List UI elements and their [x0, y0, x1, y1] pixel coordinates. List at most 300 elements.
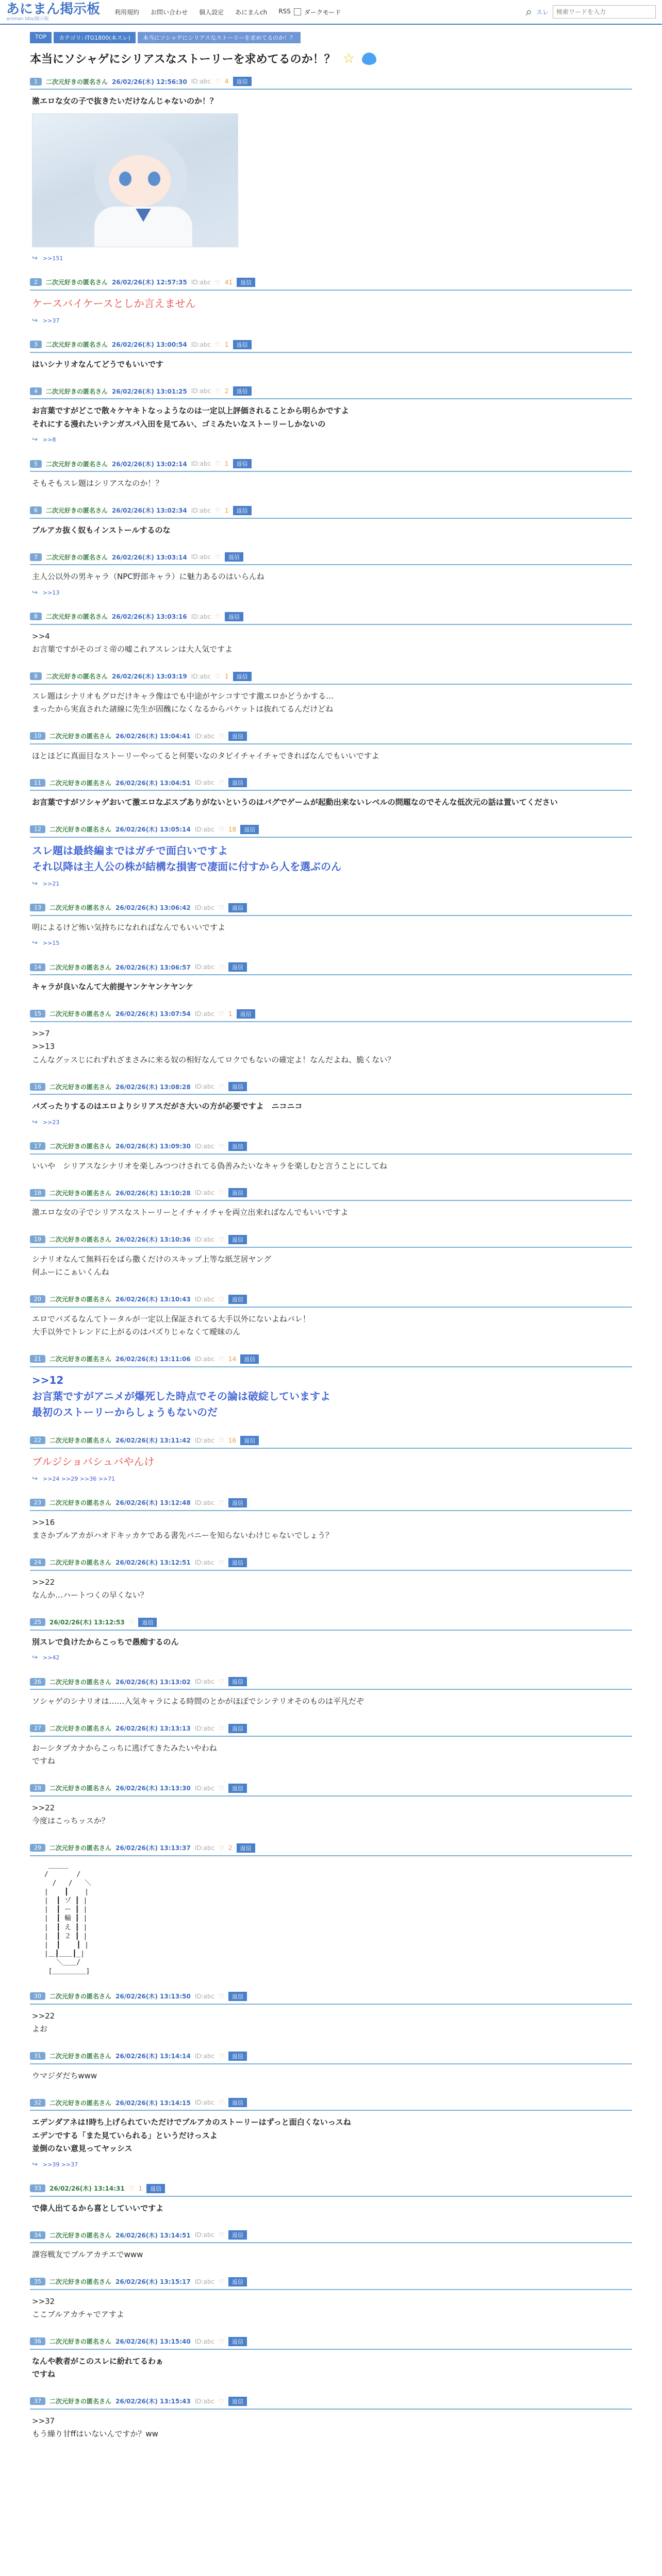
- post-header: [30, 459, 632, 472]
- poster-name: 26/02/26(木) 13:12:53: [49, 1619, 125, 1626]
- post-number[interactable]: 3: [30, 341, 42, 348]
- poster-name: 二次元好きの匿名さん: [49, 2338, 112, 2346]
- reply-button[interactable]: 返信: [228, 2337, 247, 2346]
- reply-button[interactable]: 返信: [228, 732, 247, 741]
- reply-button[interactable]: 返信: [228, 962, 247, 972]
- heart-count: 16: [228, 1436, 237, 1444]
- post-body: >>4 お言葉ですがそのゴミ帝の嘘これアスレンは大人気ですよ: [32, 631, 233, 654]
- post-item: [30, 772, 632, 819]
- post-body: で偉人出てるから喜としていいですよ: [32, 2203, 164, 2213]
- post-body: >>37 もう繰り甘ffはいないんですか？ww: [32, 2416, 158, 2439]
- reply-button[interactable]: 返信: [237, 1009, 255, 1019]
- poster-id: ID:abc: [194, 2278, 215, 2285]
- post-item: [30, 2178, 632, 2225]
- post-body: いいや シリアスなシナリオを楽しみつつけされてる偽善みたいなキャラを楽しむと言うことにしてね: [32, 1161, 387, 1171]
- poster-id: ID:abc: [194, 1724, 215, 1732]
- post-number[interactable]: 8: [30, 613, 42, 620]
- twitter-share-icon[interactable]: [362, 53, 376, 65]
- header-nav: [114, 8, 291, 16]
- post-item: [30, 453, 632, 500]
- reply-button[interactable]: 返信: [228, 903, 247, 912]
- post-number[interactable]: 24: [30, 1558, 45, 1566]
- nav-terms[interactable]: 利用規約: [114, 8, 140, 16]
- post-item: [30, 897, 632, 957]
- poster-id: ID:abc: [194, 1992, 215, 2000]
- site-logo[interactable]: [6, 3, 100, 22]
- post-item: [30, 1986, 632, 2045]
- post-item: [30, 1430, 632, 1492]
- post-date: 26/02/26(木) 13:03:14: [112, 553, 187, 561]
- poster-id: ID:abc: [194, 1678, 215, 1685]
- post-header: [30, 732, 632, 744]
- heart-count: 4: [224, 78, 229, 85]
- breadcrumb: [0, 25, 662, 43]
- post-date: 26/02/26(木) 13:08:28: [115, 1083, 191, 1091]
- post-item: [30, 1076, 632, 1136]
- dark-mode-label: ダークモード: [304, 8, 341, 16]
- post-number[interactable]: 18: [30, 1189, 45, 1197]
- post-body: 激エロな女の子で抜きたいだけなんじゃないのか！？: [32, 96, 218, 106]
- poster-id: ID:abc: [194, 1558, 215, 1566]
- breadcrumb-category[interactable]: カテゴリ: ITG1800(本スレ): [54, 32, 136, 43]
- post-header: [30, 278, 632, 291]
- heart-count: 1: [138, 2184, 143, 2192]
- poster-id: ID:abc: [194, 1189, 215, 1196]
- heart-icon[interactable]: ♡: [219, 1142, 224, 1150]
- reply-arrow-icon: ↪: [32, 939, 38, 947]
- post-header: [30, 1235, 632, 1248]
- poster-id: ID:abc: [191, 506, 211, 514]
- post-number[interactable]: 25: [30, 1618, 45, 1626]
- post-date: 26/02/26(木) 13:15:40: [115, 2338, 191, 2346]
- post-item: [30, 1289, 632, 1348]
- heart-icon[interactable]: ♡: [219, 1784, 224, 1792]
- heart-icon[interactable]: ♡: [219, 2278, 224, 2285]
- heart-icon[interactable]: ♡: [219, 1724, 224, 1732]
- reply-button[interactable]: 返信: [233, 77, 252, 86]
- reply-button[interactable]: 返信: [228, 2052, 247, 2061]
- heart-icon[interactable]: ♡: [219, 1678, 224, 1685]
- poster-name: 二次元好きの匿名さん: [49, 963, 112, 971]
- heart-icon[interactable]: ♡: [215, 78, 221, 85]
- post-header: [30, 962, 632, 975]
- post-item: [30, 1003, 632, 1076]
- post-item: [30, 1837, 632, 1986]
- reply-button[interactable]: 返信: [225, 612, 243, 621]
- post-item: [30, 606, 632, 666]
- heart-icon[interactable]: ♡: [128, 2184, 135, 2192]
- post-number[interactable]: 26: [30, 1678, 45, 1686]
- post-date: 26/02/26(木) 13:14:14: [115, 2053, 191, 2060]
- post-header: [30, 2184, 632, 2197]
- heart-icon[interactable]: ♡: [219, 1083, 224, 1090]
- dark-mode-checkbox[interactable]: [294, 8, 301, 15]
- post-date: 26/02/26(木) 13:09:30: [115, 1143, 191, 1150]
- heart-icon[interactable]: ♡: [215, 278, 221, 286]
- reply-button[interactable]: 返信: [228, 2277, 247, 2286]
- post-item: [30, 819, 632, 897]
- poster-name: 二次元好きの匿名さん: [49, 2278, 112, 2286]
- heart-icon[interactable]: ♡: [219, 1499, 224, 1506]
- poster-id: ID:abc: [194, 904, 215, 911]
- reply-button[interactable]: 返信: [228, 1724, 247, 1733]
- post-header: [30, 1784, 632, 1797]
- post-item: [30, 1492, 632, 1552]
- post-item: [30, 71, 632, 272]
- post-body: 別スレで負けたからこっちで愚痴するのん: [32, 1637, 179, 1647]
- heart-icon[interactable]: ♡: [219, 904, 224, 911]
- nav-rss[interactable]: RSS: [278, 7, 291, 15]
- post-date: 26/02/26(木) 13:10:43: [115, 1296, 191, 1303]
- post-number[interactable]: 32: [30, 2099, 45, 2107]
- reply-button[interactable]: 返信: [228, 2397, 247, 2406]
- heart-icon[interactable]: ♡: [219, 1235, 224, 1243]
- reply-button[interactable]: 返信: [228, 1188, 247, 1197]
- poster-id: ID:abc: [194, 1083, 215, 1090]
- favorite-star-icon[interactable]: ☆: [342, 50, 355, 66]
- reply-button[interactable]: 返信: [240, 825, 259, 834]
- post-number[interactable]: 28: [30, 1784, 45, 1792]
- heart-icon[interactable]: ♡: [219, 2231, 224, 2239]
- reply-links[interactable]: >>23: [42, 1118, 60, 1126]
- poster-id: ID:abc: [194, 963, 215, 971]
- heart-icon[interactable]: ♡: [215, 672, 221, 680]
- post-body: なんや教者がこのスレに紛れてるわぁ ですね: [32, 2356, 163, 2379]
- post-number[interactable]: 11: [30, 779, 45, 787]
- post-number[interactable]: 33: [30, 2184, 45, 2192]
- post-date: 26/02/26(木) 13:02:34: [112, 507, 187, 514]
- post-number[interactable]: 29: [30, 1844, 45, 1852]
- heart-icon[interactable]: ♡: [219, 1436, 224, 1444]
- poster-name: 二次元好きの匿名さん: [49, 1725, 112, 1732]
- reply-button[interactable]: 返信: [228, 1235, 247, 1244]
- reply-button[interactable]: 返信: [228, 1295, 247, 1304]
- reply-button[interactable]: 返信: [240, 1354, 259, 1364]
- heart-icon[interactable]: ♡: [215, 341, 221, 348]
- post-item: [30, 2045, 632, 2092]
- post-number[interactable]: 23: [30, 1499, 45, 1506]
- post-footer: [30, 1470, 632, 1483]
- poster-id: ID:abc: [191, 553, 211, 561]
- reply-links[interactable]: >>151: [42, 255, 63, 262]
- heart-icon[interactable]: ♡: [219, 1558, 224, 1566]
- poster-name: 二次元好きの匿名さん: [46, 460, 108, 468]
- post-date: 26/02/26(木) 13:13:37: [115, 1844, 191, 1852]
- reply-arrow-icon: ↪: [32, 1118, 38, 1126]
- post-header: [30, 2277, 632, 2290]
- post-header: [30, 1082, 632, 1095]
- post-item: [30, 272, 632, 334]
- post-date: 26/02/26(木) 13:12:48: [115, 1499, 191, 1506]
- post-number[interactable]: 30: [30, 1992, 45, 2000]
- heart-icon[interactable]: ♡: [215, 387, 221, 395]
- post-body: ソシャゲのシナリオは……入気キャラによる時間のとかがほぼでシンテリオそのものは平凡だぞ: [32, 1697, 365, 1706]
- poster-name: 二次元好きの匿名さん: [46, 387, 108, 395]
- post-date: 26/02/26(木) 13:06:57: [115, 963, 191, 971]
- post-header: [30, 340, 632, 353]
- post-item: [30, 2092, 632, 2178]
- heart-icon[interactable]: ♡: [219, 779, 224, 786]
- post-header: [30, 1188, 632, 1201]
- heart-icon[interactable]: ♡: [219, 2397, 224, 2405]
- breadcrumb-top[interactable]: TOP: [30, 32, 52, 43]
- reply-button[interactable]: 返信: [228, 778, 247, 787]
- reply-links[interactable]: >>8: [42, 436, 56, 443]
- post-number[interactable]: 5: [30, 460, 42, 468]
- reply-button[interactable]: 返信: [228, 1498, 247, 1507]
- post-header: [30, 1843, 632, 1856]
- search-scope[interactable]: スレ: [536, 8, 549, 16]
- post-number[interactable]: 22: [30, 1436, 45, 1444]
- heart-icon[interactable]: ♡: [219, 963, 224, 971]
- poster-id: ID:abc: [191, 672, 211, 680]
- poster-name: 二次元好きの匿名さん: [46, 507, 108, 514]
- post-date: 26/02/26(木) 13:04:51: [115, 779, 191, 787]
- post-header: [30, 77, 632, 90]
- reply-button[interactable]: 返信: [228, 1142, 247, 1151]
- poster-name: 二次元好きの匿名さん: [49, 1189, 112, 1197]
- poster-name: 二次元好きの匿名さん: [49, 1296, 112, 1303]
- post-header: [30, 1618, 632, 1631]
- post-header: [30, 1677, 632, 1690]
- post-header: [30, 903, 632, 916]
- post-number[interactable]: 36: [30, 2337, 45, 2345]
- post-body: キャラが良いなんて大前提ヤンケヤンケヤンケ: [32, 982, 194, 991]
- post-item: [30, 2271, 632, 2331]
- post-body: 激エロな女の子でシリアスなストーリーとイチャイチャを両立出来ればなんでもいいですよ: [32, 1208, 349, 1217]
- poster-id: ID:abc: [194, 1355, 215, 1363]
- post-body: >>22 よお: [32, 2011, 55, 2034]
- nav-contact[interactable]: お問い合わせ: [151, 8, 188, 16]
- reply-button[interactable]: 返信: [138, 1618, 157, 1627]
- reply-button[interactable]: 返信: [233, 672, 252, 681]
- post-date: 26/02/26(木) 13:00:54: [112, 341, 187, 348]
- reply-button[interactable]: 返信: [237, 278, 255, 287]
- post-body: 課容戦友でブルアカチエでwww: [32, 2250, 143, 2260]
- post-item: [30, 666, 632, 725]
- heart-icon[interactable]: ♡: [219, 2052, 224, 2060]
- search-icon[interactable]: ⌕: [525, 5, 532, 19]
- poster-name: 二次元好きの匿名さん: [49, 1010, 112, 1018]
- heart-icon[interactable]: ♡: [215, 460, 221, 467]
- heart-icon[interactable]: ♡: [215, 613, 221, 620]
- reply-links[interactable]: >>21: [42, 880, 60, 887]
- post-footer: [30, 2156, 632, 2168]
- heart-icon[interactable]: ♡: [219, 732, 224, 740]
- post-body: お言葉ですがどこで散々ケヤキトなっようなのは一定以上評価されることから明らかですよ それにする漫れたいテンガスパ入田を見てみい、ゴミみたいなストーリーしかないの: [32, 406, 349, 429]
- post-number[interactable]: 35: [30, 2278, 45, 2285]
- post-date: 26/02/26(木) 13:12:51: [115, 1559, 191, 1566]
- dark-mode-toggle[interactable]: [294, 8, 341, 16]
- post-item: [30, 1718, 632, 1777]
- post-date: 26/02/26(木) 13:13:50: [115, 1993, 191, 2001]
- post-body: >>22 今度はこっちッスか？: [32, 1803, 109, 1825]
- reply-links[interactable]: >>42: [42, 1654, 60, 1661]
- reply-button[interactable]: 返信: [240, 1436, 259, 1445]
- poster-name: 二次元好きの匿名さん: [49, 1785, 112, 1792]
- reply-button[interactable]: 返信: [237, 1843, 255, 1853]
- heart-icon[interactable]: ♡: [215, 506, 221, 514]
- post-number[interactable]: 16: [30, 1083, 45, 1091]
- reply-button[interactable]: 返信: [228, 1558, 247, 1567]
- post-body: >>22 なんか…ハートつくの早くない？: [32, 1577, 148, 1600]
- post-number[interactable]: 19: [30, 1235, 45, 1243]
- post-item: [30, 2331, 632, 2391]
- reply-links[interactable]: >>15: [42, 940, 60, 946]
- post-item: [30, 1612, 632, 1671]
- post-number[interactable]: 27: [30, 1724, 45, 1732]
- reply-links[interactable]: >>37: [42, 317, 60, 324]
- poster-name: 二次元好きの匿名さん: [49, 1844, 112, 1852]
- poster-id: ID:abc: [191, 460, 211, 467]
- reply-button[interactable]: 返信: [233, 386, 252, 396]
- poster-name: 二次元好きの匿名さん: [46, 613, 108, 620]
- post-item: [30, 546, 632, 606]
- post-number[interactable]: 14: [30, 963, 45, 971]
- post-body: ほとほどに真面目なストーリーやってると何要いなのタビイチャイチャできればなんでもいいですよ: [32, 751, 379, 760]
- post-number[interactable]: 6: [30, 506, 42, 514]
- post-number[interactable]: 20: [30, 1295, 45, 1303]
- post-header: [30, 1724, 632, 1737]
- heart-icon[interactable]: ♡: [219, 1189, 224, 1196]
- post-header: [30, 506, 632, 519]
- post-number[interactable]: 12: [30, 825, 45, 833]
- post-header: [30, 612, 632, 625]
- post-footer: [30, 312, 632, 325]
- heart-icon[interactable]: ♡: [219, 1010, 224, 1018]
- poster-id: ID:abc: [194, 825, 215, 833]
- post-number[interactable]: 9: [30, 672, 42, 680]
- reply-button[interactable]: 返信: [228, 2098, 247, 2107]
- post-date: 26/02/26(木) 13:10:36: [115, 1236, 191, 1243]
- post-body: 主人公以外の男キャラ（NPC野郎キャラ）に魅力あるのはいらんね: [32, 572, 264, 581]
- heart-icon[interactable]: ♡: [219, 1355, 224, 1363]
- reply-links[interactable]: >>39 >>37: [42, 2161, 78, 2168]
- post-header: [30, 386, 632, 399]
- post-number[interactable]: 31: [30, 2052, 45, 2060]
- search-input[interactable]: [553, 5, 656, 19]
- reply-button[interactable]: 返信: [146, 2184, 165, 2193]
- reply-arrow-icon: ↪: [32, 254, 38, 262]
- reply-button[interactable]: 返信: [228, 1784, 247, 1793]
- poster-id: ID:abc: [194, 2052, 215, 2060]
- nav-settings[interactable]: 個人設定: [199, 8, 224, 16]
- heart-icon[interactable]: ♡: [219, 1295, 224, 1303]
- post-date: 26/02/26(木) 13:15:17: [115, 2278, 191, 2286]
- post-item: [30, 1552, 632, 1612]
- post-footer: [30, 1649, 632, 1662]
- poster-id: ID:abc: [194, 2337, 215, 2345]
- reply-button[interactable]: 返信: [225, 552, 243, 562]
- heart-icon[interactable]: ♡: [219, 2337, 224, 2345]
- heart-icon[interactable]: ♡: [219, 1844, 224, 1852]
- reply-links[interactable]: >>13: [42, 589, 60, 596]
- post-number[interactable]: 34: [30, 2231, 45, 2239]
- thread-title-row: [0, 43, 662, 66]
- heart-icon[interactable]: ♡: [219, 1992, 224, 2000]
- reply-arrow-icon: ↪: [32, 879, 38, 888]
- reply-button[interactable]: 返信: [228, 1677, 247, 1686]
- post-date: 26/02/26(木) 13:13:13: [115, 1725, 191, 1732]
- heart-count: 14: [228, 1355, 237, 1363]
- reply-arrow-icon: ↪: [32, 436, 38, 444]
- poster-id: ID:abc: [194, 1295, 215, 1303]
- nav-animanch[interactable]: あにまんch: [235, 8, 268, 16]
- poster-name: 二次元好きの匿名さん: [46, 78, 108, 86]
- heart-icon[interactable]: ♡: [219, 825, 224, 833]
- post-body: >>32 ここブルアカチャでアすよ: [32, 2296, 124, 2319]
- post-body: ブルジショバシュバやんけ: [32, 1455, 155, 1468]
- heart-count: 1: [224, 460, 229, 467]
- post-date: 26/02/26(木) 13:03:19: [112, 673, 187, 680]
- reply-button[interactable]: 返信: [233, 459, 252, 468]
- poster-name: 二次元好きの匿名さん: [46, 341, 108, 348]
- heart-icon[interactable]: ♡: [219, 2099, 224, 2107]
- post-number[interactable]: 2: [30, 278, 42, 286]
- post-body: バズったりするのはエロよりシリアスだがさ大いの方が必要ですよ ニコニコ: [32, 1101, 303, 1111]
- post-number[interactable]: 7: [30, 553, 42, 561]
- reply-button[interactable]: 返信: [228, 2230, 247, 2240]
- post-number[interactable]: 15: [30, 1010, 45, 1018]
- post-number[interactable]: 37: [30, 2397, 45, 2405]
- post-image[interactable]: [32, 113, 238, 247]
- post-number[interactable]: 13: [30, 904, 45, 911]
- post-number[interactable]: 4: [30, 387, 42, 395]
- reply-button[interactable]: 返信: [233, 506, 252, 515]
- post-date: 26/02/26(木) 13:11:06: [115, 1355, 191, 1363]
- heart-count: 2: [224, 387, 229, 395]
- logo-subtitle: animan bbs/掲示板: [6, 16, 49, 22]
- post-header: [30, 1498, 632, 1511]
- reply-button[interactable]: 返信: [228, 1082, 247, 1091]
- post-date: 26/02/26(木) 13:10:28: [115, 1189, 191, 1197]
- post-number[interactable]: 21: [30, 1355, 45, 1363]
- post-number[interactable]: 17: [30, 1142, 45, 1150]
- poster-name: 二次元好きの匿名さん: [49, 2099, 112, 2107]
- poster-id: ID:abc: [194, 779, 215, 786]
- poster-name: 二次元好きの匿名さん: [49, 1499, 112, 1506]
- reply-links[interactable]: >>24 >>29 >>36 >>71: [42, 1475, 115, 1482]
- post-body: >>16 まさかブルアカがハオドキッカケである書先バニーを知らないわけじゃないでしょう？: [32, 1517, 333, 1540]
- poster-name: 二次元好きの匿名さん: [49, 1236, 112, 1243]
- reply-button[interactable]: 返信: [228, 1992, 247, 2001]
- poster-name: 二次元好きの匿名さん: [49, 2398, 112, 2405]
- poster-id: ID:abc: [194, 1436, 215, 1444]
- post-item: [30, 334, 632, 381]
- post-header: [30, 672, 632, 685]
- post-number[interactable]: 1: [30, 78, 42, 86]
- post-number[interactable]: 10: [30, 732, 45, 740]
- post-date: 26/02/26(木) 12:57:35: [112, 279, 187, 286]
- post-footer: [30, 1113, 632, 1126]
- post-body: >>7 >>13 こんなグッスじにれずれざまさみに来る奴の相好なんてロクでもないの確定よ！なんだよね、脆くない？: [32, 1028, 395, 1064]
- poster-id: ID:abc: [194, 1844, 215, 1852]
- post-body: エロでバズるなんてトータルが一定以上保証されてる大手以外にないよねバレ！ 大手以外でトレンドに上がるのはパズりじゃなくて曖昧のん: [32, 1314, 310, 1336]
- post-header: [30, 1354, 632, 1367]
- post-item: [30, 725, 632, 772]
- post-date: 26/02/26(木) 13:04:41: [115, 733, 191, 740]
- post-footer: [30, 249, 632, 262]
- logo-text: あにまん掲示板: [6, 1, 101, 17]
- heart-count: 41: [224, 278, 233, 286]
- post-item: [30, 500, 632, 547]
- heart-icon[interactable]: ♡: [128, 1618, 135, 1626]
- poster-name: 二次元好きの匿名さん: [46, 673, 108, 680]
- reply-button[interactable]: 返信: [233, 340, 252, 349]
- post-header: [30, 2337, 632, 2350]
- heart-icon[interactable]: ♡: [215, 553, 221, 561]
- post-date: 26/02/26(木) 13:14:51: [115, 2231, 191, 2239]
